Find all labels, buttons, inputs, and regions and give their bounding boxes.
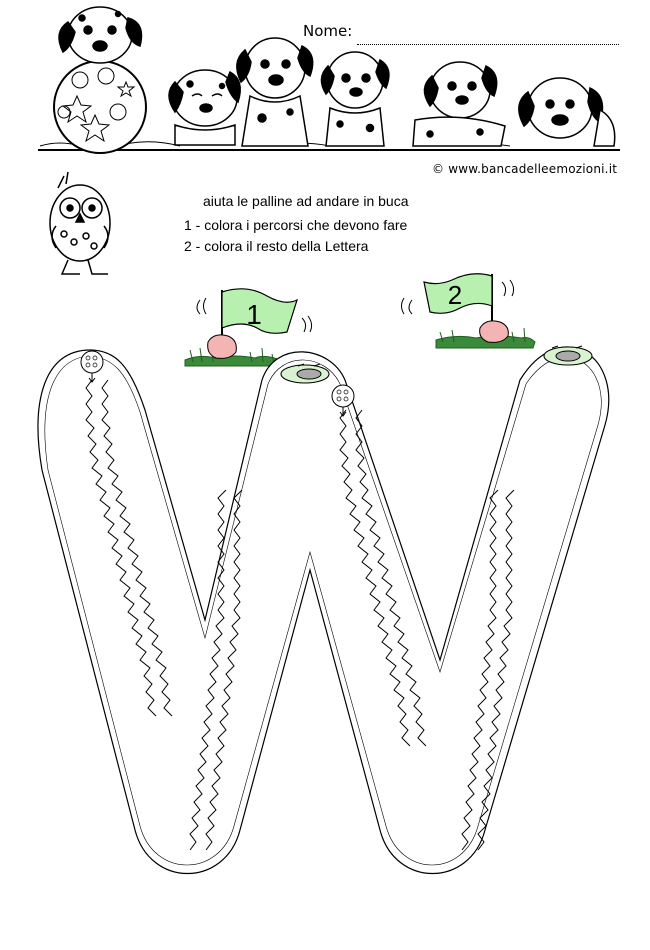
golf-hole-icon: [544, 346, 592, 365]
puppy-6: [519, 78, 615, 146]
letter-w-maze: [0, 270, 650, 950]
flag-2: [402, 274, 536, 348]
name-input-line[interactable]: [357, 44, 619, 45]
puppy-2: [169, 70, 240, 145]
hand-icon: [480, 321, 509, 343]
puppy-4: [321, 52, 388, 146]
puppy-1: [59, 7, 142, 63]
name-label: Nome:: [303, 22, 353, 40]
site-credit: © www.bancadelleemozioni.it: [432, 162, 618, 176]
hand-icon: [208, 335, 237, 359]
flag-2-number: 2: [447, 280, 463, 310]
instruction-step-1: 1 - colora i percorsi che devono fare: [184, 217, 408, 233]
letter-w-outline: [38, 347, 609, 873]
owl-icon: [38, 168, 128, 283]
flag-1-number: 1: [246, 299, 262, 330]
instruction-step-2: 2 - colora il resto della Lettera: [184, 238, 369, 254]
ball-with-stars-icon: [54, 61, 146, 153]
instructions-title: aiuta le palline ad andare in buca: [203, 193, 409, 209]
puppy-3: [237, 38, 313, 146]
puppy-5: [413, 62, 505, 146]
